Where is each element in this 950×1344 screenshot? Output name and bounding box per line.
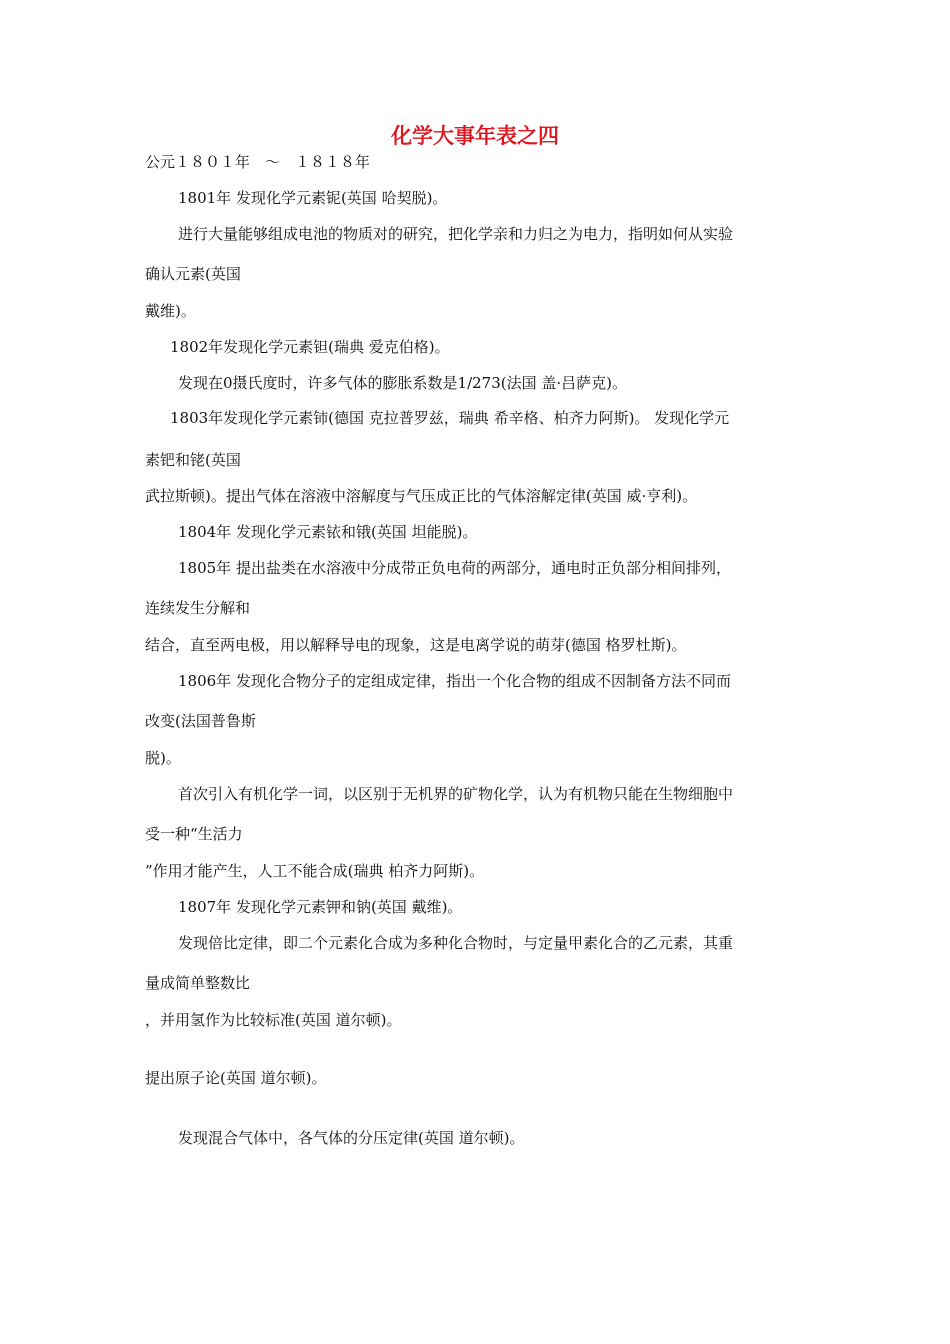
paragraph-line: 1801年 发现化学元素铌(英国 哈契脱)。 [178, 189, 448, 207]
paragraph-line: 1807年 发现化学元素钾和钠(英国 戴维)。 [178, 898, 463, 916]
paragraph-line: ”作用才能产生，人工不能合成(瑞典 柏齐力阿斯)。 [145, 862, 485, 880]
document-title: 化学大事年表之四 [391, 124, 559, 148]
document-subtitle: 公元１８０１年 ～ １８１８年 [145, 153, 371, 171]
paragraph-line: 提出原子论(英国 道尔顿)。 [145, 1069, 327, 1087]
paragraph-line: 发现混合气体中，各气体的分压定律(英国 道尔顿)。 [178, 1129, 525, 1147]
paragraph-line: 1804年 发现化学元素铱和锇(英国 坦能脱)。 [178, 523, 478, 541]
paragraph-line: ，并用氢作为比较标准(英国 道尔顿)。 [145, 1011, 402, 1029]
paragraph-line: 1802年发现化学元素钽(瑞典 爱克伯格)。 [170, 338, 450, 356]
paragraph-line: 结合，直至两电极，用以解释导电的现象，这是电离学说的萌芽(德国 格罗杜斯)。 [145, 636, 687, 654]
paragraph-line: 量成简单整数比 [145, 974, 251, 992]
paragraph-line: 发现在0摄氏度时，许多气体的膨胀系数是1/273(法国 盖·吕萨克)。 [178, 374, 628, 392]
paragraph-line: 武拉斯顿)。提出气体在溶液中溶解度与气压成正比的气体溶解定律(英国 威·亨利)。 [145, 487, 698, 505]
paragraph-line: 首次引入有机化学一词，以区别于无机界的矿物化学，认为有机物只能在生物细胞中 [178, 785, 734, 803]
paragraph-line: 连续发生分解和 [145, 599, 251, 617]
paragraph-line: 受一种“生活力 [145, 825, 243, 843]
paragraph-line: 戴维)。 [145, 302, 196, 320]
paragraph-line: 1806年 发现化合物分子的定组成定律，指出一个化合物的组成不因制备方法不同而 [178, 672, 731, 690]
paragraph-line: 1803年发现化学元素铈(德国 克拉普罗兹，瑞典 希辛格、柏齐力阿斯)。 发现化学元 [170, 409, 730, 427]
paragraph-line: 1805年 提出盐类在水溶液中分成带正负电荷的两部分，通电时正负部分相间排列， [178, 559, 731, 577]
paragraph-line: 脱)。 [145, 749, 181, 767]
paragraph-line: 确认元素(英国 [145, 265, 241, 283]
paragraph-line: 改变(法国普鲁斯 [145, 712, 256, 730]
paragraph-line: 进行大量能够组成电池的物质对的研究，把化学亲和力归之为电力，指明如何从实验 [178, 225, 734, 243]
paragraph-line: 发现倍比定律，即二个元素化合成为多种化合物时，与定量甲素化合的乙元素，其重 [178, 934, 734, 952]
paragraph-line: 素钯和铑(英国 [145, 451, 241, 469]
